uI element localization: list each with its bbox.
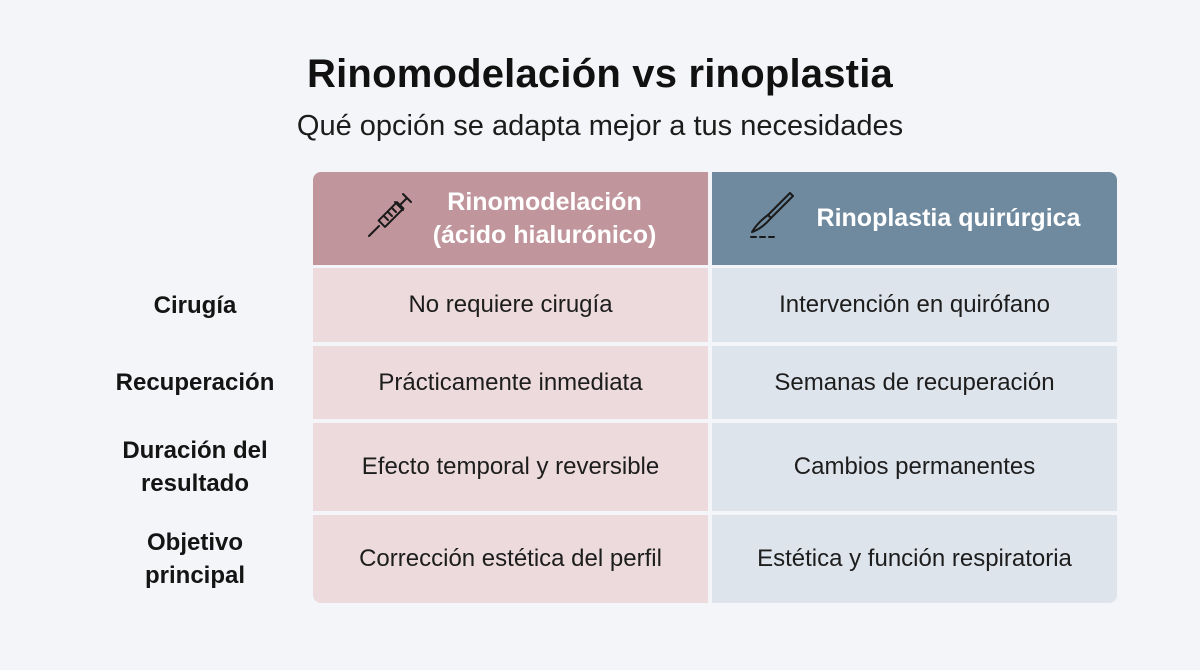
- row-label-line2: principal: [144, 562, 246, 589]
- row-label-line2: resultado: [140, 470, 249, 497]
- row-label-objetivo: [90, 515, 300, 603]
- syringe-icon: [365, 192, 413, 245]
- row-label-recuperacion: [90, 346, 300, 419]
- cell-rinomodelacion-duracion: [313, 423, 708, 511]
- row-label-line1: Duración del: [122, 437, 268, 464]
- column-header-label-line2: (ácido hialurónico): [432, 220, 657, 249]
- row-label-line1: Objetivo: [146, 529, 243, 556]
- cell-text: Prácticamente inmediata: [378, 368, 643, 396]
- cell-text: Corrección estética del perfil: [359, 545, 662, 572]
- cell-rinoplastia-recuperacion: [712, 346, 1117, 419]
- cell-text: Semanas de recuperación: [774, 368, 1055, 396]
- row-label-line1: Recuperación: [115, 369, 275, 396]
- column-header-label-line1: Rinomodelación: [447, 187, 642, 216]
- cell-rinoplastia-duracion: [712, 423, 1117, 511]
- cell-text: Efecto temporal y reversible: [361, 453, 660, 480]
- page-title: Rinomodelación vs rinoplastia: [307, 52, 893, 96]
- scalpel-icon: [749, 192, 797, 245]
- cell-rinoplastia-cirugia: [712, 268, 1117, 342]
- column-header-rinomodelacion: [313, 172, 708, 265]
- cell-rinomodelacion-cirugia: [313, 268, 708, 342]
- row-label-line1: Cirugía: [153, 291, 237, 319]
- cell-text: Cambios permanentes: [793, 453, 1036, 480]
- cell-rinomodelacion-recuperacion: [313, 346, 708, 419]
- cell-rinomodelacion-objetivo: [313, 515, 708, 603]
- row-label-cirugia: [90, 268, 300, 342]
- cell-text: Intervención en quirófano: [779, 291, 1050, 318]
- row-label-duracion: [90, 423, 300, 511]
- cell-text: No requiere cirugía: [408, 291, 613, 318]
- cell-rinoplastia-objetivo: [712, 515, 1117, 603]
- cell-text: Estética y función respiratoria: [757, 545, 1072, 572]
- page-subtitle: Qué opción se adapta mejor a tus necesidades: [296, 110, 904, 142]
- column-header-label: Rinoplastia quirúrgica: [816, 204, 1081, 232]
- column-header-rinoplastia: [712, 172, 1117, 265]
